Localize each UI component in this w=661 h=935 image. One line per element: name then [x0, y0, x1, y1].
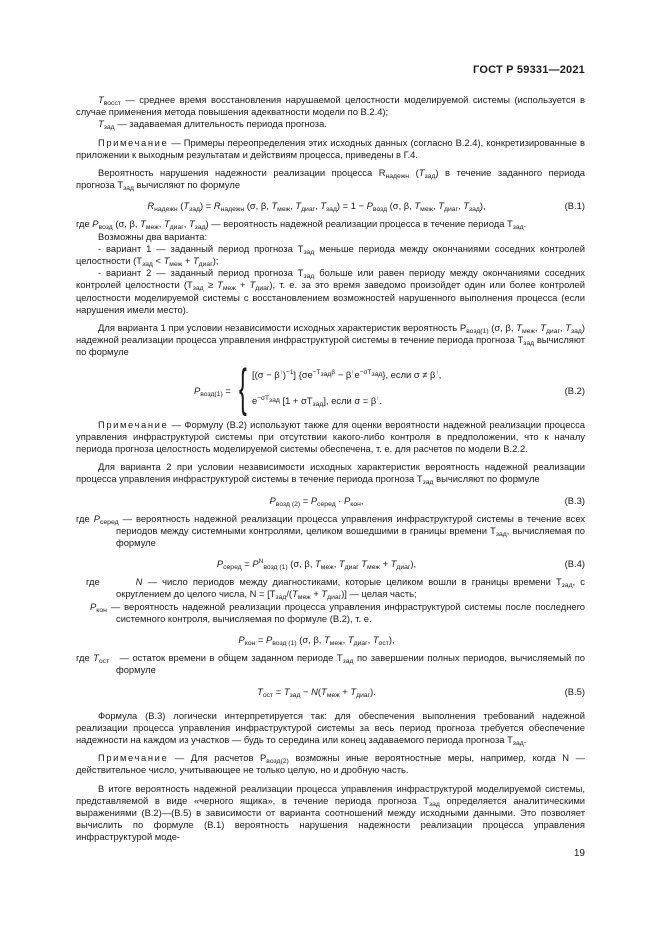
where-p-kon: $P_{кон}$ — вероятность надежной реализации процесса управления инфраструктурой системы после последнего системного контроля, вычисляемая по формуле (В.2), т. е.	[90, 600, 586, 624]
t-zad-definition: $T_{зад}$ — задаваемая длительность периода прогноза.	[98, 118, 327, 132]
where-p-vozd: где $P_{возд}$ (σ, β, $T_{меж}$, $T_{диаг}$, $T_{зад}$) — вероятность надежной реализации процесса в течение периода $T_{зад}$.	[76, 218, 527, 232]
variant-1-intro: Для варианта 1 при условии независимости исходных характеристик вероятность $P_{возд(1)}$ (σ, β, $T_{меж}$, $T_{диаг}$, $T_{зад}$) надежной реализации процесса управления инфраструктурой системы в течение периода прогноза $T_{зад}$ вычисляют по формуле	[76, 322, 586, 358]
where-t-ost: где $T_{ост}$ — остаток времени в общем заданном периоде $T_{зад}$ по завершении полных периодов, вычисляемый по формуле	[76, 652, 585, 676]
where-p-sered: где $P_{серед}$ — вероятность надежной реализации процесса управления инфраструктурой системы в течение всех периодов между системными контролями, целиком вошедшими в границы времени $T_{зад}$, вычисляемая по формуле	[76, 512, 586, 549]
equation-p-kon: $P_{кон} = P_{возд (1)}$ (σ, β, $T_{меж}$, $T_{диаг}$, $T_{ост}$),	[238, 634, 395, 648]
equation-b3: $P_{возд (2)} = P_{серед} \cdot P_{кон}$, (В.3)	[269, 494, 585, 508]
note-1: Примечание — Примеры переопределения этих исходных данных (согласно В.2.4), конкретизированные в приложении к выходным результатам и действиям процесса, приведены в Г.4.	[76, 136, 586, 160]
document-body	[76, 94, 585, 844]
equation-b4: $P_{серед} = P^N_{возд (1)}$ (σ, β, $T_{меж}$, $T_{диаг}$ $T_{меж} + T_{диаг}$), (В.4)	[216, 558, 585, 572]
probability-intro: Вероятность нарушения надежности реализации процесса $R_{надежн}$ $(T_{зад})$ в течение заданного периода прогноза $T_{зад}$ вычисляют по формуле	[76, 167, 586, 193]
variant-2-intro: Для варианта 2 при условии независимости исходных характеристик вероятность надежной реализации процесса управления инфраструктурой системы в течение периода прогноза $T_{зад}$ вычисляют по формуле	[76, 461, 585, 487]
equation-b5: $T_{ост} = T_{зад} - N(T_{меж} + T_{диаг})$. (В.5)	[257, 685, 585, 699]
note-2: Примечание — Формулу (В.2) используют также для оценки вероятности надежной реализации процесса управления инфраструктурой системы при отсутствии какого-либо контроля в предположении, что к началу периода прогноза целостность моделируемой системы обеспечена, т. е. для расчетов по модели В.2.2.	[76, 418, 585, 455]
t-vosst-definition: $T_{восст}$ — среднее время восстановления нарушаемой целостности моделируемой системы (используется в случае применения метода повышения адекватности модели по В.2.4);	[76, 94, 585, 118]
note-3: Примечание — Для расчетов $P_{возд(2)}$ возможны иные вероятностные меры, например, когда N — действительное число, учитывающее не только целую, но и дробную часть.	[76, 752, 585, 776]
page-number: 19	[573, 848, 585, 859]
variant-2: - вариант 2 — заданный период прогноза $T_{зад}$ больше или равен периоду между окончаниями соседних контролей целостности $(T_{зад} \ge T_{меж} + T_{диаг})$, т. е. за это время заведомо произойдет один или более контролей целостности моделируемой системы с восстановлением возможностей нарушенного выполнения процесса (если нарушения имели место).	[76, 267, 586, 315]
equation-b2: $P_{возд(1)}$ = { $[(\sigma - \beta^↑)^{-1}]$ $\{\sigma e^{-T_{зад}\beta} - \beta^↑e^{-\sigma T_{зад}}\}$, если σ ≠ β↑, $e^{-\sigma T_{зад}}$ $[1 + \sigma T_{зад}]$, если σ = β↑. (В.2)	[194, 358, 585, 417]
formula-b3-interpretation: Формула (В.3) логически интерпретируется так: для обеспечения выполнения требований надежной реализации процесса управления инфраструктурой системы за весь период прогноза требуется обеспечение надежности на каждом из участков — будь то середина или конец задаваемого периода прогноза $T_{зад}$.	[76, 709, 585, 747]
where-n: где N — число периодов между диагностиками, которые целиком вошли в границы времени $T_{зад}$, с округлением до целого числа, $N = [T_{зад}/(T_{меж} + T_{диаг})]$ — целая часть;	[86, 576, 585, 602]
final-paragraph: В итоге вероятность надежной реализации процесса управления инфраструктурой моделируемой системы, представляемой в виде «черного ящика», в течение периода прогноза $T_{зад}$ определяется аналитическими выражениями (В.2)—(В.5) в зависимости от варианта соотношений между исходными данными. Это позволяет вычислить по формуле (В.1) вероятность нарушения надежности реализации процесса управления инфраструктурой моде-	[76, 782, 586, 843]
equation-b1: $R_{надежн}$ $(T_{зад}) = R_{надежн}$ (σ, β, $T_{меж}$, $T_{диаг}$, $T_{зад}) = 1 - P_{возд}$ (σ, β, $T_{меж}$, $T_{диаг}$, $T_{зад}$), (В.1)	[147, 200, 585, 214]
standard-header: ГОСТ Р 59331—2021	[473, 64, 585, 76]
variant-1: - вариант 1 — заданный период прогноза $T_{зад}$ меньше периода между окончаниями соседних контролей целостности $(T_{зад} < T_{меж} + T_{диаг})$;	[76, 242, 585, 269]
two-variants: Возможны два варианта:	[98, 230, 208, 242]
